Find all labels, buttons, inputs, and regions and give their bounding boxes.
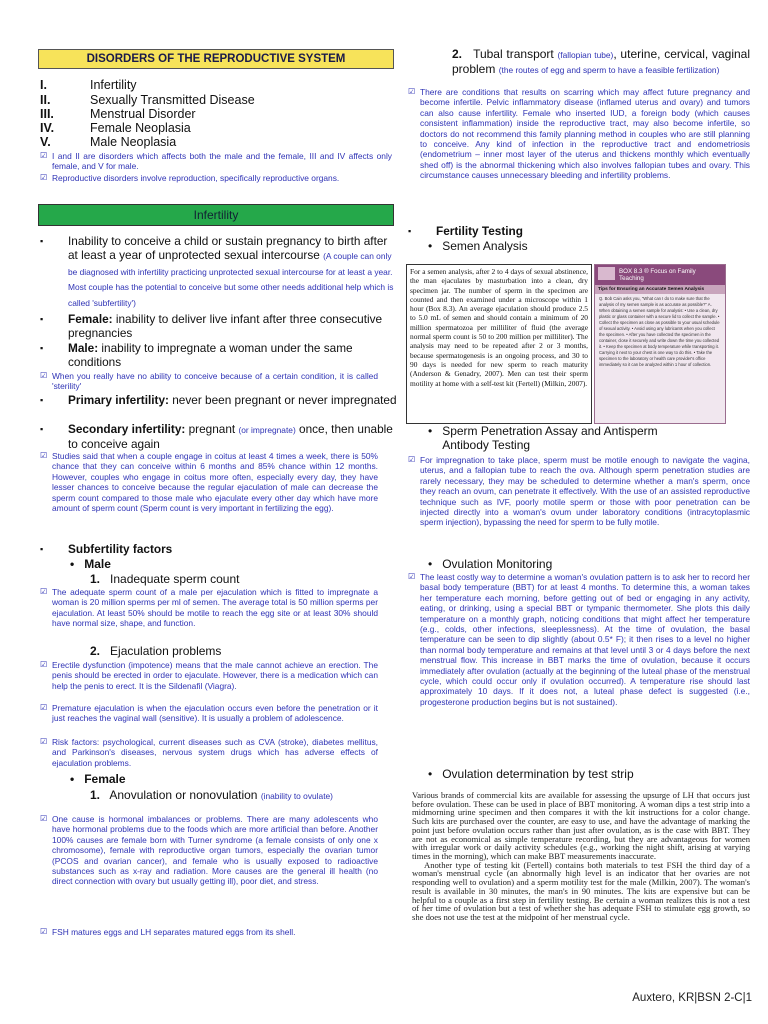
note: ☑ For impregnation to take place, sperm must be motile enough to navigate the vagina, uterus, and a fallopian tube to reach the ova. Although sperm penetration studies are rarely necessary, they may be scheduled to determine whether a man's sperm, once they reach an ovum, can penetrate it effectively. With the use of an assisted reproductive technique such as IVF, poorly motile sperm or those with poor penetration can be injected directly into a woman's ovum under laboratory conditions (intracytoplasmic sperm injection), bypassing the need for sperm to be fully motile.: [408, 455, 750, 528]
numbered-item: 1. Anovulation or nonovulation (inability to ovulate): [90, 788, 333, 802]
subheading: • Ovulation Monitoring: [428, 557, 553, 571]
family-photo-icon: [598, 267, 615, 280]
subheading: • Semen Analysis: [428, 239, 528, 253]
bullet: ▪ Inability to conceive a child or sustain pregnancy to birth after at least a year of unprotected sexual intercourse (A couple can only be diagnosed with infertility practicing unprotected sexual intercourse for at least a year. Most couple has the potential to conceive but some other needs additional help which is called 'subfertility'): [36, 234, 398, 310]
note: ☑ There are conditions that results on scarring which may affect future pregnancy and become infertile. Pelvic inflammatory disease (inflamed uterus and ovary) and tumors can also cause infertility. Female who inserted IUD, a foreign body (which causes consistent inflammation) inside the reproductive tract, may also become infertile, so doctors do not recommend this family planning method in couples who are still planning to conceive. Any kind of infection in the reproductive tract and endometriosis (endometrium – inner most layer of the uterus and thickens monthly which eventually shed off) is the abnormal thickening which also involves fallopian tubes and ovary. This circumstance causes unnecessary bleeding and infertility problems.: [408, 87, 750, 181]
note: ☑ The least costly way to determine a woman's ovulation pattern is to ask her to record her basal body temperature (BBT) for at least 4 months. To determine this, a woman takes her temperature each morning, before getting out of bed or engaging in any activity, eating, or drinking, using a special BBT or tympanic thermometer. She plots this daily temperature on a monthly graph, noticing conditions that might affect her temperature (e.g., colds, other infections, sleeplessness). At the time of ovulation, the basal temperature can be seen to dip slightly (about 0.5* F); it then rises to a level no higher than normal body temperature and remains at that level until 3 or 4 days before the next menstrual flow. This increase in BBT marks the time of ovulation, because it occurs immediately after ovulation (actually at the beginning of the luteal phase of the menstrual cycle, which could occur only if ovulation occurred). A temperature rise should last approximately 10 days. If it does not, a luteal phase defect is suggested (i.e., progesterone production begins but is not sustained).: [408, 572, 750, 707]
note: ☑ Premature ejaculation is when the ejaculation occurs even before the penetration or it just reaches the vaginal wall (sensitive). It is usually a problem of adolescence.: [40, 703, 378, 724]
page-footer: Auxtero, KR|BSN 2-C|1: [632, 992, 752, 1004]
bullet: ▪ Secondary infertility: pregnant (or impregnate) once, then unable to conceive again: [36, 422, 398, 452]
note: ☑ FSH matures eggs and LH separates matured eggs from its shell.: [40, 927, 378, 937]
section-heading: Infertility: [38, 204, 394, 226]
numbered-item: 2. Tubal transport (fallopian tube), uterine, cervical, vaginal problem (the routes of egg and sperm to have a feasible fertilization): [452, 47, 750, 76]
note: ☑ I and II are disorders which affects both the male and the female, III and IV affects only female, and V for male.: [40, 151, 392, 172]
note: ☑ Reproductive disorders involve reproduction, specifically reproductive organs.: [40, 173, 392, 183]
subheading: • Male: [70, 557, 111, 571]
bullet: ▪ Male: inability to impregnate a woman under the same conditions: [36, 341, 398, 370]
note: ☑ Studies said that when a couple engage in coitus at least 4 times a week, there is 50% chance that they can conceive within 6 months and 85% chance within 12 months. However, couples who engage in coitus more often, especially every day, they have lesser chances to conceive because the regular ejaculation of male can decrease the sperm count compared to those male who ejaculate every other day which have more amount of sperm count (Sperm count is very important in fertilizing the egg).: [40, 451, 378, 513]
note: ☑ One cause is hormonal imbalances or problems. There are many adolescents who have hormonal problems due to the foods which are more artificial than before. Another 100% causes are female born with Turner syndrome (a female consists of only one x chromosome), female with reproductive organ tumors, especially the ovarian tumor (PCOS and ovarian cancer), and female who is usually exposed to radioactive substances such as x-ray and radiation. More causes are the general ill health (no direct connection with ovary but usually getting ill), poor diet, and stress.: [40, 814, 378, 887]
test-strip-excerpt: Various brands of commercial kits are available for assessing the upsurge of LH that occurs just before ovulation. These can be used in place of BBT monitoring. A woman dips a test strip into a midmorning urine specimen and then compares it with the kit instructions for a color change. Such kits are purchased over the counter, are easy to use, and have the advantage of marking the point just before ovulation occurs rather than just after ovulation, as is the case with BBT. They are not as economical as simple temperature recording, but they are advantageous for women with irregular work or daily activity schedules (e.g., working the night shift, arising at varying times in the morning), which can make BBT measurements inaccurate. Another type of testing kit (Fertell) contains both materials to test FSH the third day of a woman's menstrual cycle (an abnormally high level is an indicator that her ovaries are not responding well to ovulation) and a sperm motility test for the male (Milkin, 2007). The woman's result is available in 30 minutes, the man's in 90 minutes. The kits are expensive but can be helpful to a couple as a first step in fertility testing. Be certain a woman realizes this is not a test of her time of ovulation but a test of whether she has adequate FSH to stimulate egg growth, so she does not use the test at the midpoint of her menstrual cycle.: [412, 790, 750, 923]
semen-analysis-excerpt: For a semen analysis, after 2 to 4 days of sexual abstinence, the man ejaculates by masturbation into a clean, dry specimen jar. The number of sperm in the specimen are counted and then examined under a microscope within 1 hour (Box 8.3). An average ejaculation should produce 2.5 to 5.0 mL of semen and should contain a minimum of 20 million spermatozoa per milliliter of fluid (the average normal sperm count is 50 to 200 million per milliliter). The analysis may need to be repeated after 2 or 3 months, because spermatogenesis is an ongoing process, and 30 to 90 days is needed for new sperm to reach maturity (Anderson & Genadry, 2007). Men can test their sperm motility at home with a self-test kit (Fertell) (Milkin, 2007).: [406, 264, 592, 424]
note: ☑ Erectile dysfunction (impotence) means that the male cannot achieve an erection. The penis should be erected in order to ejaculate. However, there is a medication which can help the penis to erect. It is the Sildenafil (Viagra).: [40, 660, 378, 691]
bullet: ▪ Subfertility factors: [36, 542, 398, 556]
numbered-item: 2. Ejaculation problems: [90, 644, 222, 658]
document-title: DISORDERS OF THE REPRODUCTIVE SYSTEM: [38, 49, 394, 69]
note: ☑ Risk factors: psychological, current diseases such as CVA (stroke), diabetes mellitus, and Parkinson's diseases, nervous system drugs which has adverse effects of ejaculation problems.: [40, 737, 378, 768]
subheading: • Sperm Penetration Assay and Antisperm Antibody Testing: [428, 424, 658, 452]
subheading: • Ovulation determination by test strip: [428, 767, 634, 781]
box-focus-family-teaching: BOX 8.3 ® Focus on Family Teaching Tips for Ensuring an Accurate Semen Analysis Q. Bob Cain asks you, "What can I do to make sure that the analysis of my semen sample is as accurate as possible?" A. When obtaining a semen sample for analysis: • Use a clean, dry plastic or glass container with a secure lid to collect the sample. • Collect the specimen as close as possible to your usual schedule of sexual activity. • Avoid using any lubricants when you collect the specimen. • After you have collected the specimen in the container, close it securely and write down the time you collected it. • Keep the specimen at body temperature while transporting it. Carrying it next to your chest is one way to do this. • Take the specimen to the laboratory or health care provider's office immediately so it can be analyzed within 1 hour of collection.: [594, 264, 726, 424]
note: ☑ When you really have no ability to conceive because of a certain condition, it is called 'sterility': [40, 371, 378, 392]
numbered-item: 1. Inadequate sperm count: [90, 572, 240, 586]
subheading: • Female: [70, 772, 126, 786]
bullet: ▪ Female: inability to deliver live infant after three consecutive pregnancies: [36, 312, 398, 341]
note: ☑ The adequate sperm count of a male per ejaculation which is fitted to impregnate a woman is 20 million sperms per ml of semen. The average total is 50 million sperms per ejaculation. At least 50% should be motile to reach the egg site or at least 30% should have normal size, shape, and function.: [40, 587, 378, 629]
bullet: ▪ Fertility Testing: [404, 224, 766, 238]
bullet: ▪ Primary infertility: never been pregnant or never impregnated: [36, 393, 398, 407]
